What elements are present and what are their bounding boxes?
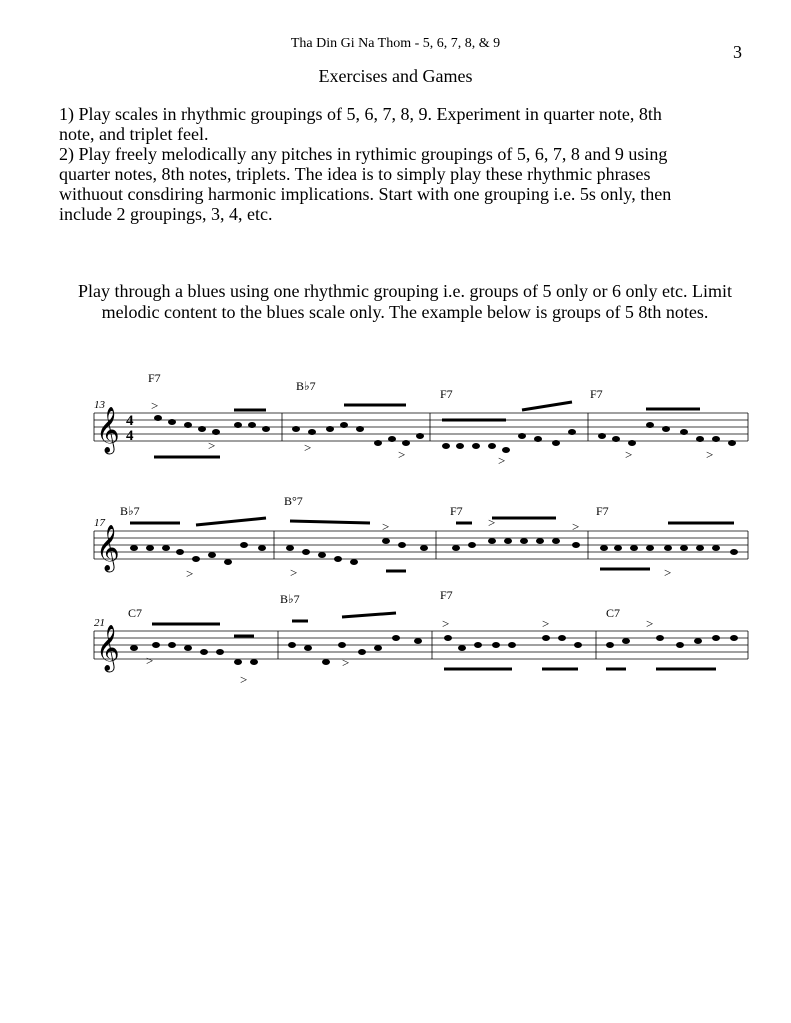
blues-exercise-text: Play through a blues using one rhythmic grouping i.e. groups of 5 only or 6 only etc. Limit melodic content to the blues scale only. The example below is groups of 5 8th notes. xyxy=(78,281,732,322)
measure-number: 17 xyxy=(94,517,105,529)
chord-symbol: C7 xyxy=(606,606,621,620)
svg-text:>: > xyxy=(208,438,216,453)
svg-text:>: > xyxy=(240,672,248,687)
svg-text:>: > xyxy=(646,616,654,631)
beams xyxy=(130,518,734,571)
svg-text:>: > xyxy=(342,655,350,670)
svg-text:>: > xyxy=(542,616,550,631)
staff-system-3 xyxy=(94,588,748,687)
chord-symbol: F7 xyxy=(590,387,603,401)
chord-symbol: F7 xyxy=(440,387,453,401)
treble-clef-icon: 𝄞 xyxy=(96,407,120,453)
chord-symbol: C7 xyxy=(128,606,143,620)
svg-text:>: > xyxy=(488,515,496,530)
chord-symbol: F7 xyxy=(440,588,453,602)
svg-text:>: > xyxy=(151,398,159,413)
staff-system-2 xyxy=(94,494,748,581)
svg-text:>: > xyxy=(498,453,506,468)
measure-number: 13 xyxy=(94,399,105,411)
chord-symbol: F7 xyxy=(148,371,161,385)
staff-system-1 xyxy=(94,371,748,468)
instruction-2: 2) Play freely melodically any pitches in rythimic groupings of 5, 6, 7, 8 and 9 using quarter notes, 8th notes, triplets. The idea is to simply play these rhythmic phrases withuout consdiring harmonic implications. Start with one grouping i.e. 5s only, then include 2 groupings, 3, 4, etc. xyxy=(59,144,672,224)
svg-text:>: > xyxy=(625,447,633,462)
staff-lines xyxy=(94,631,748,659)
svg-text:>: > xyxy=(186,566,194,581)
time-signature-top: 4 xyxy=(126,413,134,429)
beams xyxy=(154,402,700,457)
treble-clef-icon: 𝄞 xyxy=(96,525,120,571)
chord-symbol: B♭7 xyxy=(280,592,300,606)
instructions-list xyxy=(59,104,699,224)
svg-text:>: > xyxy=(398,447,406,462)
instruction-1: 1) Play scales in rhythmic groupings of 5, 6, 7, 8, 9. Experiment in quarter note, 8th note, and triplet feel. xyxy=(59,104,662,144)
notes xyxy=(130,635,738,665)
treble-clef-icon: 𝄞 xyxy=(96,625,120,671)
time-signature-bottom: 4 xyxy=(126,428,134,444)
chord-symbol: F7 xyxy=(450,504,463,518)
svg-text:>: > xyxy=(290,565,298,580)
chord-symbol: B♭7 xyxy=(120,504,140,518)
music-score xyxy=(0,355,791,715)
svg-text:>: > xyxy=(706,447,714,462)
staff-lines xyxy=(94,531,748,559)
section-subtitle: Exercises and Games xyxy=(318,66,473,86)
page-header-title: Tha Din Gi Na Thom - 5, 6, 7, 8, & 9 xyxy=(290,36,501,51)
measure-number: 21 xyxy=(94,617,105,629)
svg-text:>: > xyxy=(442,616,450,631)
chord-symbol: B♭7 xyxy=(296,379,316,393)
svg-text:>: > xyxy=(146,653,154,668)
chord-symbol: F7 xyxy=(596,504,609,518)
page-number: 3 xyxy=(733,42,742,62)
svg-text:>: > xyxy=(304,440,312,455)
chord-symbol: B°7 xyxy=(284,494,303,508)
notes xyxy=(130,538,738,565)
svg-text:>: > xyxy=(572,519,580,534)
svg-text:>: > xyxy=(664,565,672,580)
svg-text:>: > xyxy=(382,519,390,534)
